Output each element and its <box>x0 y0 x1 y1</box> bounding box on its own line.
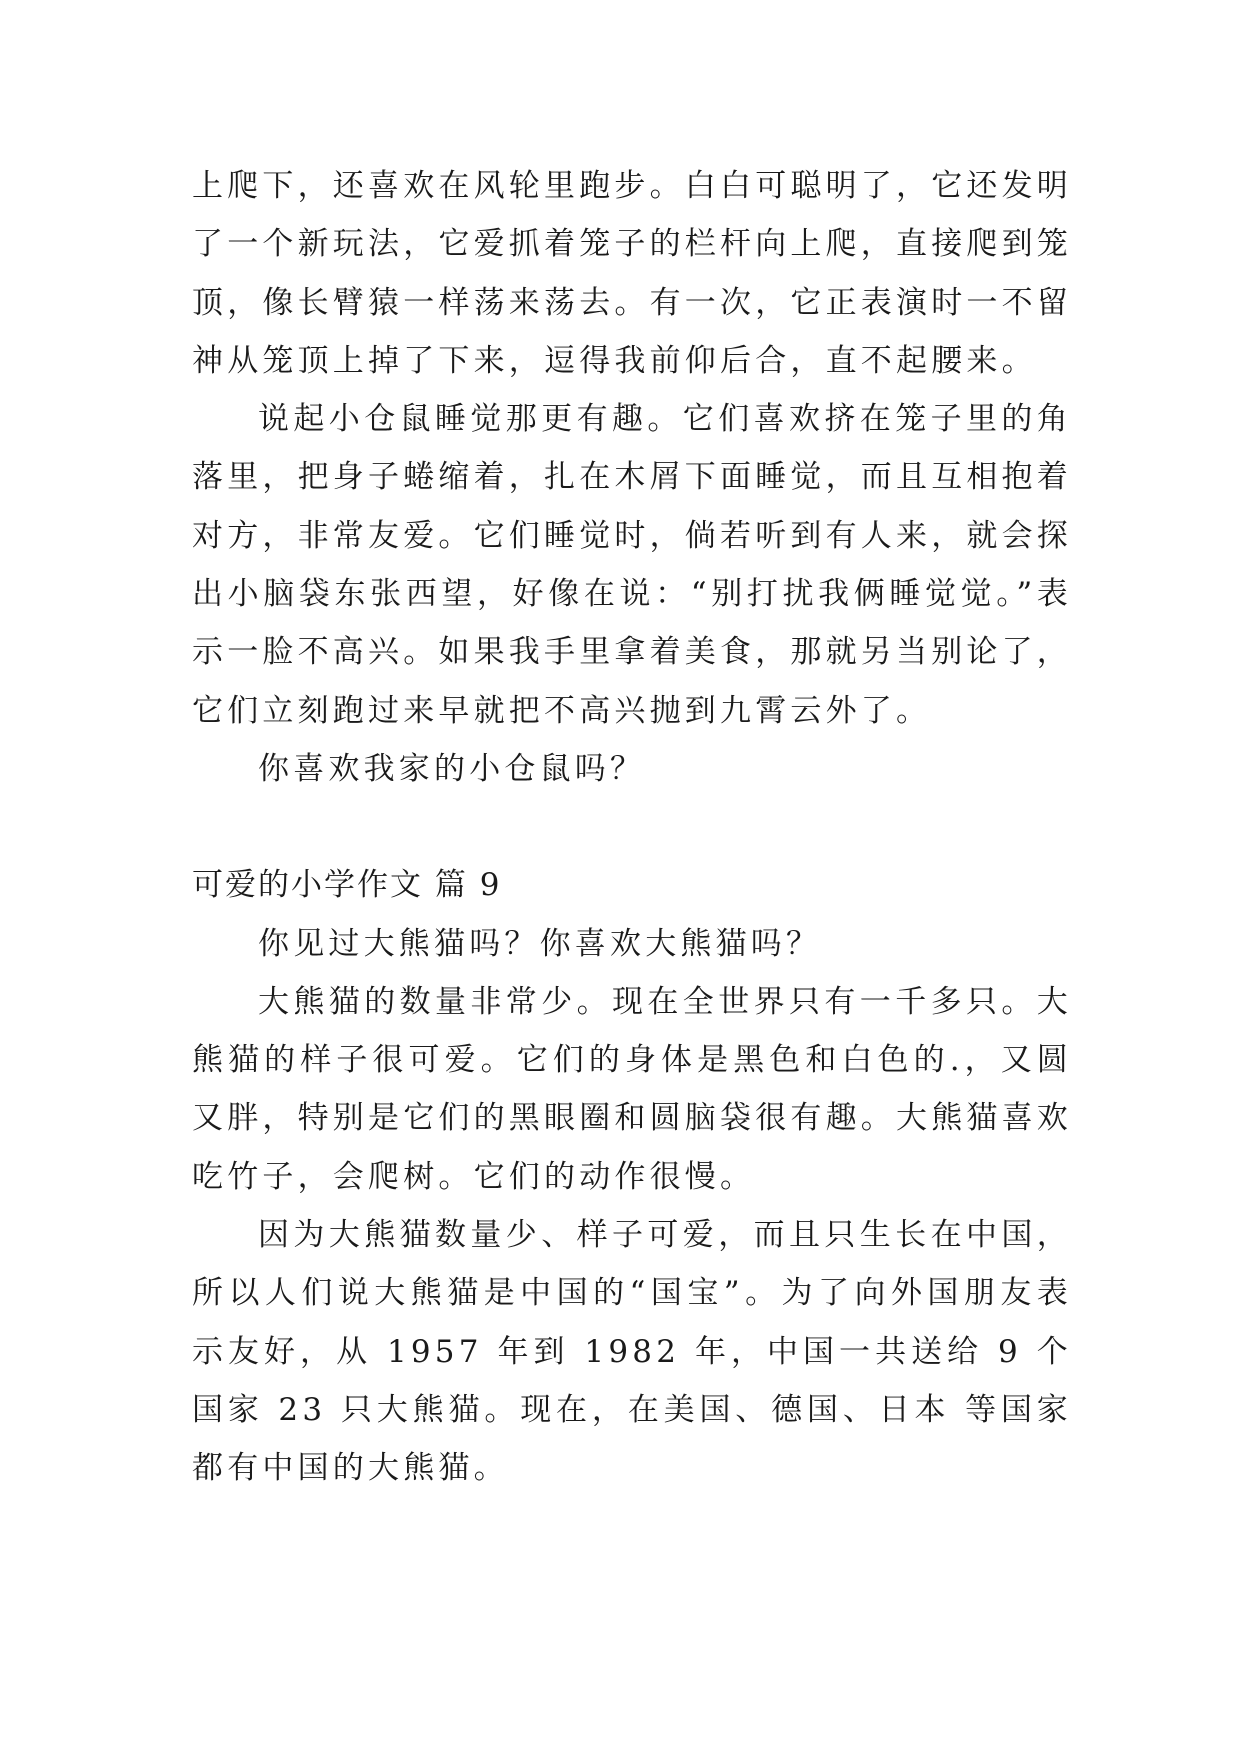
paragraph-hamster-climbing: 上爬下，还喜欢在风轮里跑步。白白可聪明了，它还发明了一个新玩法，它爱抓着笼子的栏杆向上爬，直接爬到笼顶，像长臂猿一样荡来荡去。有一次，它正表演时一不留神从笼顶上掉了下来，逗得我前仰后合，直不起腰来。 <box>192 168 1072 379</box>
essay-heading: 可爱的小学作文 篇 9 <box>192 867 502 904</box>
document-body <box>192 157 1072 1498</box>
paragraph-hamster-sleeping: 说起小仓鼠睡觉那更有趣。它们喜欢挤在笼子里的角落里，把身子蜷缩着，扎在木屑下面睡觉，而且互相抱着对方，非常友爱。它们睡觉时，倘若听到有人来，就会探出小脑袋东张西望，好像在说：“别打扰我俩睡觉觉。”表示一脸不高兴。如果我手里拿着美食，那就另当别论了，它们立刻跑过来早就把不高兴抛到九霄云外了。 <box>192 401 1072 729</box>
section-spacer <box>192 798 1072 856</box>
paragraph-panda-question: 你见过大熊猫吗？你喜欢大熊猫吗？ <box>258 925 822 962</box>
paragraph-panda-national-treasure: 因为大熊猫数量少、样子可爱，而且只生长在中国，所以人们说大熊猫是中国的“国宝”。为了向外国朋友表示友好，从 1957 年到 1982 年，中国一共送给 9 个国家 23 只大熊猫。现在，在美国、德国、日本 等国家都有中国的大熊猫。 <box>192 1217 1072 1487</box>
paragraph-hamster-question: 你喜欢我家的小仓鼠吗？ <box>258 750 646 787</box>
paragraph-panda-description: 大熊猫的数量非常少。现在全世界只有一千多只。大熊猫的样子很可爱。它们的身体是黑色和白色的.，又圆又胖，特别是它们的黑眼圈和圆脑袋很有趣。大熊猫喜欢吃竹子，会爬树。它们的动作很慢。 <box>192 983 1072 1195</box>
